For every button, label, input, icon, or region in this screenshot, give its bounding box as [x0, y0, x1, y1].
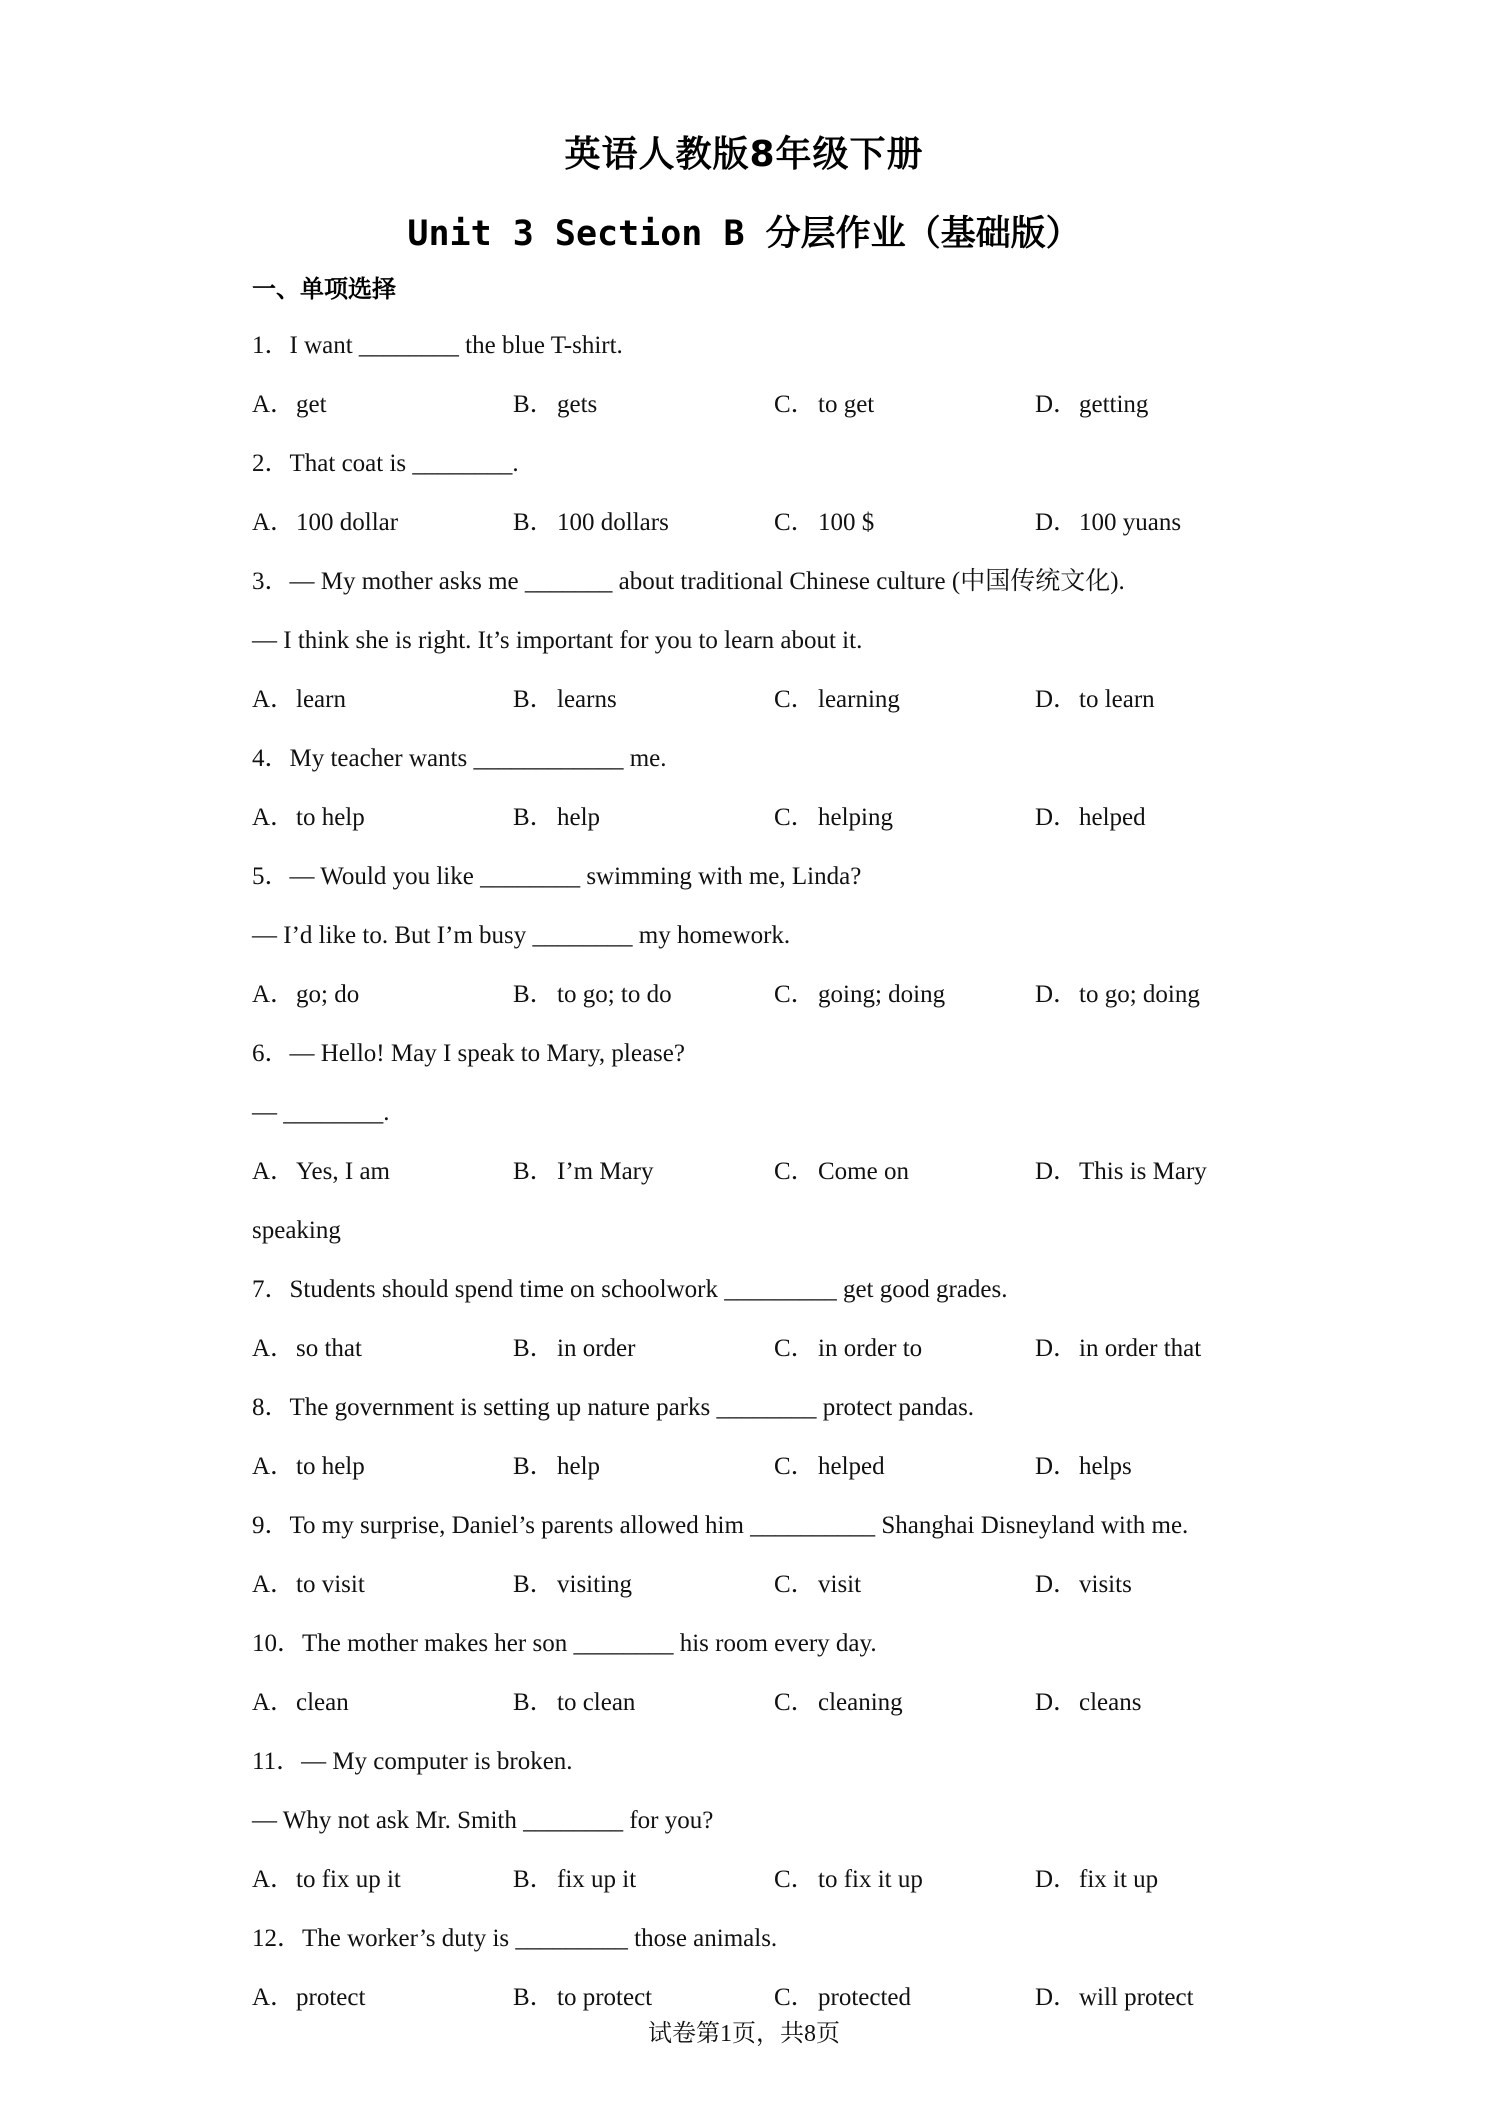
- option-text: fix it up: [1079, 1866, 1159, 1893]
- question-stem: 1．I want ________ the blue T-shirt.: [252, 332, 623, 359]
- option-text: helping: [818, 804, 893, 831]
- option-d: [1035, 1850, 1245, 1909]
- option-text: 100 yuans: [1079, 509, 1182, 536]
- option-text: Come on: [818, 1158, 909, 1185]
- question-stem: 2．That coat is ________.: [252, 450, 519, 477]
- option-b: [513, 1850, 774, 1909]
- question-dialogue-line: — I think she is right. It’s important for you to learn about it.: [252, 627, 863, 654]
- question-5: [252, 847, 1262, 1024]
- question-dialogue-line: — I’d like to. But I’m busy ________ my homework.: [252, 922, 791, 949]
- option-letter: A．: [252, 509, 296, 536]
- option-letter: C．: [774, 1335, 816, 1362]
- option-text: I’m Mary: [557, 1158, 654, 1185]
- option-text: This is Mary: [1079, 1158, 1207, 1185]
- option-letter: B．: [513, 1984, 555, 2011]
- question-stem: 9．To my surprise, Daniel’s parents allowed him __________ Shanghai Disneyland with me.: [252, 1512, 1189, 1539]
- option-letter: A．: [252, 1453, 296, 1480]
- option-text: to clean: [557, 1689, 636, 1716]
- option-text: learn: [296, 686, 346, 713]
- option-text: help: [557, 1453, 601, 1480]
- option-letter: C．: [774, 1984, 816, 2011]
- option-letter: B．: [513, 1453, 555, 1480]
- question-dialogue-line: — Why not ask Mr. Smith ________ for you?: [252, 1807, 714, 1834]
- option-b: [513, 1437, 774, 1496]
- option-d: [1035, 965, 1245, 1024]
- option-text: going; doing: [818, 981, 946, 1008]
- option-a: [252, 1555, 513, 1614]
- option-letter: B．: [513, 1158, 555, 1185]
- page-title: 英语人教版8年级下册: [564, 134, 924, 175]
- option-d: [1035, 1555, 1245, 1614]
- option-text: visit: [818, 1571, 862, 1598]
- answer-options: [252, 375, 1262, 434]
- question-stem: 7．Students should spend time on schoolwork _________ get good grades.: [252, 1276, 1008, 1303]
- option-text: visits: [1079, 1571, 1132, 1598]
- option-a: [252, 1850, 513, 1909]
- option-letter: C．: [774, 509, 816, 536]
- option-b: [513, 493, 774, 552]
- option-text: visiting: [557, 1571, 633, 1598]
- option-text: in order: [557, 1335, 636, 1362]
- answer-options: [252, 1555, 1262, 1614]
- option-letter: B．: [513, 1571, 555, 1598]
- option-letter: D．: [1035, 804, 1079, 831]
- option-letter: C．: [774, 1689, 816, 1716]
- option-b: [513, 1142, 774, 1201]
- option-continuation: speaking: [252, 1217, 341, 1244]
- option-letter: D．: [1035, 1571, 1079, 1598]
- option-text: to visit: [296, 1571, 365, 1598]
- option-b: [513, 788, 774, 847]
- option-c: [774, 1437, 1035, 1496]
- option-text: protect: [296, 1984, 366, 2011]
- option-text: to go; doing: [1079, 981, 1200, 1008]
- page-subtitle: [0, 206, 1488, 256]
- question-12: [252, 1909, 1262, 2027]
- option-c: [774, 670, 1035, 729]
- option-letter: A．: [252, 1571, 296, 1598]
- question-1: [252, 316, 1262, 434]
- option-letter: A．: [252, 391, 296, 418]
- option-text: 100 dollar: [296, 509, 399, 536]
- question-stem: 6．— Hello! May I speak to Mary, please?: [252, 1040, 685, 1067]
- question-dialogue-line: — ________.: [252, 1099, 390, 1126]
- option-text: go; do: [296, 981, 360, 1008]
- question-stem: 3．— My mother asks me _______ about traditional Chinese culture (中国传统文化).: [252, 568, 1125, 595]
- section-heading: 一、单项选择: [252, 275, 396, 303]
- option-c: [774, 1850, 1035, 1909]
- option-letter: D．: [1035, 981, 1079, 1008]
- option-c: [774, 1319, 1035, 1378]
- option-letter: D．: [1035, 1453, 1079, 1480]
- option-a: [252, 965, 513, 1024]
- option-letter: A．: [252, 1158, 296, 1185]
- option-letter: A．: [252, 981, 296, 1008]
- option-d: [1035, 1437, 1245, 1496]
- option-letter: B．: [513, 804, 555, 831]
- option-letter: A．: [252, 804, 296, 831]
- option-d: [1035, 493, 1245, 552]
- option-letter: A．: [252, 1689, 296, 1716]
- option-a: [252, 670, 513, 729]
- option-text: cleans: [1079, 1689, 1142, 1716]
- option-b: [513, 375, 774, 434]
- option-c: [774, 965, 1035, 1024]
- question-10: [252, 1614, 1262, 1732]
- option-text: get: [296, 391, 327, 418]
- question-stem: 4．My teacher wants ____________ me.: [252, 745, 667, 772]
- option-text: to learn: [1079, 686, 1155, 713]
- question-stem: 10．The mother makes her son ________ his room every day.: [252, 1630, 877, 1657]
- question-stem: 8．The government is setting up nature parks ________ protect pandas.: [252, 1394, 975, 1421]
- option-letter: B．: [513, 1689, 555, 1716]
- option-text: Yes, I am: [296, 1158, 390, 1185]
- question-list: [252, 316, 1262, 2027]
- option-letter: D．: [1035, 1335, 1079, 1362]
- option-text: help: [557, 804, 601, 831]
- option-a: [252, 493, 513, 552]
- subtitle-unit: Unit 3 Section B: [407, 214, 766, 254]
- option-text: gets: [557, 391, 598, 418]
- option-letter: D．: [1035, 686, 1079, 713]
- option-c: [774, 375, 1035, 434]
- option-letter: A．: [252, 686, 296, 713]
- option-c: [774, 788, 1035, 847]
- option-d: [1035, 788, 1245, 847]
- option-text: 100 $: [818, 509, 875, 536]
- option-text: in order that: [1079, 1335, 1202, 1362]
- option-letter: B．: [513, 391, 555, 418]
- option-c: [774, 1142, 1035, 1201]
- option-letter: D．: [1035, 1984, 1079, 2011]
- option-a: [252, 375, 513, 434]
- option-b: [513, 1673, 774, 1732]
- answer-options: [252, 1673, 1262, 1732]
- answer-options: [252, 1319, 1262, 1378]
- option-letter: C．: [774, 981, 816, 1008]
- option-a: [252, 1437, 513, 1496]
- option-text: to go; to do: [557, 981, 672, 1008]
- answer-options: [252, 670, 1262, 729]
- option-text: to fix up it: [296, 1866, 401, 1893]
- option-b: [513, 1555, 774, 1614]
- answer-options: [252, 965, 1262, 1024]
- option-text: 100 dollars: [557, 509, 669, 536]
- option-b: [513, 670, 774, 729]
- question-9: [252, 1496, 1262, 1614]
- option-c: [774, 1673, 1035, 1732]
- option-letter: A．: [252, 1866, 296, 1893]
- question-stem: 11．— My computer is broken.: [252, 1748, 573, 1775]
- option-letter: B．: [513, 686, 555, 713]
- option-text: fix up it: [557, 1866, 637, 1893]
- option-b: [513, 965, 774, 1024]
- option-letter: C．: [774, 1158, 816, 1185]
- option-a: [252, 1319, 513, 1378]
- option-text: helped: [818, 1453, 885, 1480]
- option-b: [513, 1319, 774, 1378]
- question-7: [252, 1260, 1262, 1378]
- question-stem: 12．The worker’s duty is _________ those animals.: [252, 1925, 778, 1952]
- option-text: cleaning: [818, 1689, 903, 1716]
- option-letter: D．: [1035, 1158, 1079, 1185]
- question-stem: 5．— Would you like ________ swimming with me, Linda?: [252, 863, 862, 890]
- option-letter: B．: [513, 1866, 555, 1893]
- option-letter: B．: [513, 1335, 555, 1362]
- option-d: [1035, 1142, 1245, 1201]
- option-letter: C．: [774, 686, 816, 713]
- option-text: to get: [818, 391, 875, 418]
- answer-options: [252, 1142, 1262, 1201]
- answer-options: [252, 1437, 1262, 1496]
- option-text: so that: [296, 1335, 362, 1362]
- subtitle-homework-type: 分层作业（基础版）: [765, 214, 1081, 254]
- option-text: protected: [818, 1984, 912, 2011]
- option-text: to protect: [557, 1984, 653, 2011]
- option-text: learning: [818, 686, 900, 713]
- answer-options: [252, 788, 1262, 847]
- option-letter: C．: [774, 1571, 816, 1598]
- page-footer: 试卷第1页，共8页: [648, 2021, 840, 2047]
- option-d: [1035, 1673, 1245, 1732]
- option-a: [252, 1142, 513, 1201]
- question-2: [252, 434, 1262, 552]
- option-d: [1035, 375, 1245, 434]
- option-a: [252, 1673, 513, 1732]
- question-6: [252, 1024, 1262, 1260]
- option-letter: B．: [513, 981, 555, 1008]
- option-letter: C．: [774, 804, 816, 831]
- option-letter: A．: [252, 1335, 296, 1362]
- option-text: to help: [296, 804, 365, 831]
- option-letter: A．: [252, 1984, 296, 2011]
- option-c: [774, 493, 1035, 552]
- option-letter: D．: [1035, 1866, 1079, 1893]
- option-text: helps: [1079, 1453, 1132, 1480]
- option-text: in order to: [818, 1335, 923, 1362]
- question-11: [252, 1732, 1262, 1909]
- option-c: [774, 1555, 1035, 1614]
- option-letter: D．: [1035, 1689, 1079, 1716]
- option-letter: B．: [513, 509, 555, 536]
- option-letter: D．: [1035, 509, 1079, 536]
- option-a: [252, 788, 513, 847]
- option-d: [1035, 670, 1245, 729]
- option-letter: C．: [774, 1866, 816, 1893]
- option-d: [1035, 1319, 1245, 1378]
- option-text: getting: [1079, 391, 1149, 418]
- option-text: to help: [296, 1453, 365, 1480]
- question-8: [252, 1378, 1262, 1496]
- answer-options: [252, 1850, 1262, 1909]
- option-text: helped: [1079, 804, 1146, 831]
- option-text: learns: [557, 686, 617, 713]
- option-letter: C．: [774, 391, 816, 418]
- question-3: [252, 552, 1262, 729]
- option-text: will protect: [1079, 1984, 1194, 2011]
- option-letter: C．: [774, 1453, 816, 1480]
- option-text: clean: [296, 1689, 349, 1716]
- answer-options: [252, 493, 1262, 552]
- option-letter: D．: [1035, 391, 1079, 418]
- question-4: [252, 729, 1262, 847]
- option-text: to fix it up: [818, 1866, 923, 1893]
